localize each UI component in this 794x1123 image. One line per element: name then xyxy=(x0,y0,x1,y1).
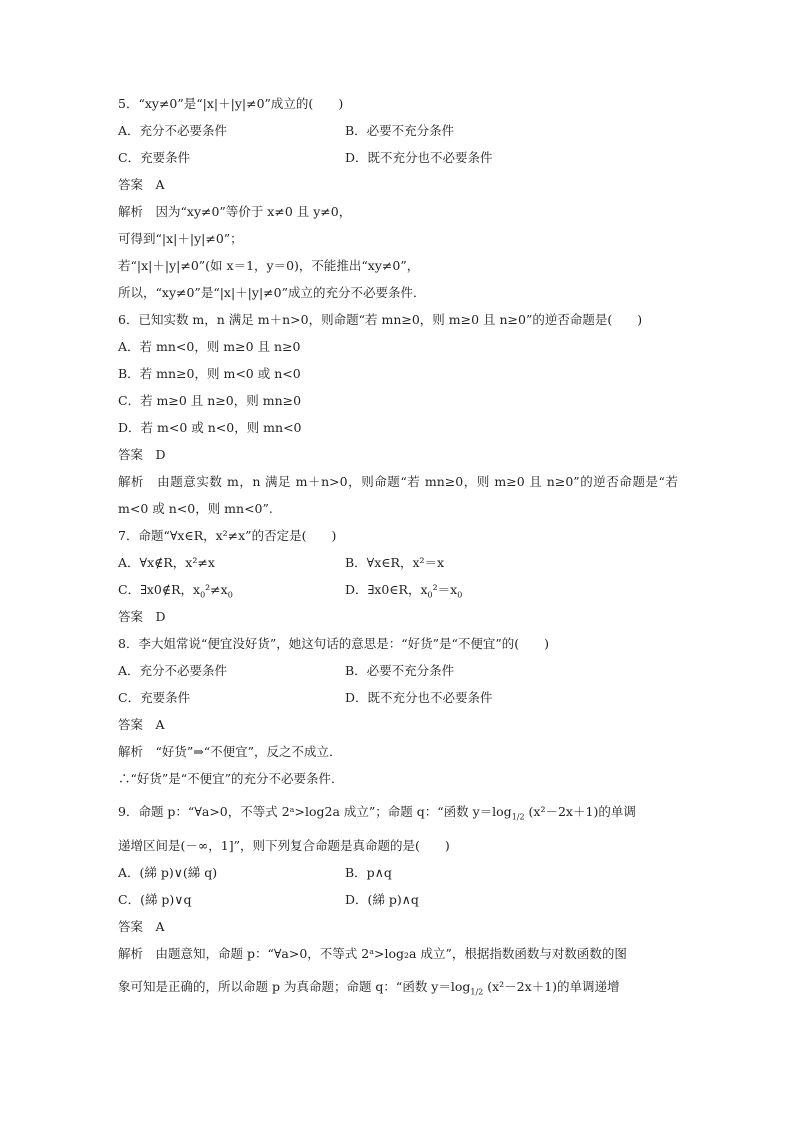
q8-option-a: A．充分不必要条件 xyxy=(118,663,228,678)
q5-options-row-2 xyxy=(118,144,678,171)
q7-option-c-sub2: 0 xyxy=(227,590,233,600)
q7-option-d-sub: 0 xyxy=(427,590,433,600)
q6-option-d: D．若 m<0 或 n<0，则 mn<0 xyxy=(118,420,302,435)
q7-stem: 7．命题“∀x∈R，x²≠x”的否定是( ) xyxy=(118,528,337,543)
q7-option-d-text: D．∃x0∈R，x xyxy=(345,582,428,597)
q5-analysis-line: 若“|x|＋|y|≠0”(如 x＝1，y＝0)，不能推出“xy≠0”， xyxy=(118,258,420,273)
q9-answer: 答案 A xyxy=(118,919,165,934)
q5-answer: 答案 A xyxy=(118,177,165,192)
q8-answer: 答案 A xyxy=(118,717,165,732)
q7-answer: 答案 D xyxy=(118,609,166,624)
q9-option-c: C．(綈 p)∨q xyxy=(118,892,192,907)
q5-option-a: A．充分不必要条件 xyxy=(118,123,228,138)
q9-stem-line-1 xyxy=(118,792,678,832)
q6-analysis: 解析 由题意实数 m，n 满足 m＋n>0，则命题“若 mn≥0，则 m≥0 且 n≥0”的逆否命题是“若 m<0 或 n<0，则 mn<0”. xyxy=(118,474,678,516)
q7-option-c xyxy=(118,576,345,603)
q7-option-c-text2: ²≠x xyxy=(205,582,228,597)
q9-option-a: A．(綈 p)∨(綈 q) xyxy=(118,865,218,880)
q5-analysis-line: 解析 因为“xy≠0”等价于 x≠0 且 y≠0， xyxy=(118,204,352,219)
q9-log-base: 1/2 xyxy=(511,812,525,822)
q9-options-row-1 xyxy=(118,859,678,886)
q9-analysis-line-2 xyxy=(118,967,678,1007)
q5-option-d: D．既不充分也不必要条件 xyxy=(345,150,493,165)
q5-options-row-1 xyxy=(118,117,678,144)
q7-option-b: B．∀x∈R，x²＝x xyxy=(345,555,445,570)
q9-stem-text: 9．命题 p：“∀a>0，不等式 2ᵃ>log2a 成立”；命题 q：“函数 y＝log xyxy=(118,804,512,819)
q8-analysis-line: ∴“好货”是“不便宜”的充分不必要条件． xyxy=(118,771,344,786)
q9-option-d: D．(綈 p)∧q xyxy=(345,892,419,907)
q8-option-d: D．既不充分也不必要条件 xyxy=(345,690,493,705)
q9-stem-text-2: (x²－2x＋1)的单调 xyxy=(528,804,636,819)
q5-analysis-line: 可得到“|x|＋|y|≠0”； xyxy=(118,231,243,246)
document-page xyxy=(118,90,678,1007)
q5-stem: 5．“xy≠0”是“|x|＋|y|≠0”成立的( ) xyxy=(118,96,344,111)
q7-option-c-text: C．∃x0∉R，x xyxy=(118,582,201,597)
q9-options-row-2 xyxy=(118,886,678,913)
q9-analysis-text-2: (x²－2x＋1)的单调递增 xyxy=(487,979,620,994)
q6-answer: 答案 D xyxy=(118,447,166,462)
q5-option-c: C．充要条件 xyxy=(118,150,191,165)
q7-option-d-sub2: 0 xyxy=(457,590,463,600)
q6-stem: 6．已知实数 m，n 满足 m＋n>0，则命题“若 mn≥0，则 m≥0 且 n≥0”的逆否命题是( ) xyxy=(118,312,643,327)
q9-option-b: B．p∧q xyxy=(345,865,392,880)
q8-analysis-line: 解析 “好货”⇒“不便宜”，反之不成立． xyxy=(118,744,342,759)
q9-analysis-text: 象可知是正确的，所以命题 p 为真命题；命题 q：“函数 y＝log xyxy=(118,979,471,994)
q5-analysis-line: 所以，“xy≠0”是“|x|＋|y|≠0”成立的充分不必要条件． xyxy=(118,285,426,300)
q6-option-c: C．若 m≥0 且 n≥0，则 mn≥0 xyxy=(118,393,302,408)
q7-option-c-sub: 0 xyxy=(200,590,206,600)
q8-stem: 8．李大姐常说“便宜没好货”，她这句话的意思是：“好货”是“不便宜”的( ) xyxy=(118,636,550,651)
q5-option-b: B．必要不充分条件 xyxy=(345,123,455,138)
q7-option-a: A．∀x∉R，x²≠x xyxy=(118,555,215,570)
q6-option-a: A．若 mn<0，则 m≥0 且 n≥0 xyxy=(118,339,301,354)
q7-option-d xyxy=(345,576,678,603)
q7-options-row-1 xyxy=(118,549,678,576)
q9-stem-line-2: 递增区间是(－∞，1]”，则下列复合命题是真命题的是( ) xyxy=(118,838,450,853)
q7-option-d-text2: ²＝x xyxy=(432,582,458,597)
q9-analysis-log-base: 1/2 xyxy=(470,987,484,997)
q7-options-row-2 xyxy=(118,576,678,603)
q8-options-row-2 xyxy=(118,684,678,711)
q6-option-b: B．若 mn≥0，则 m<0 或 n<0 xyxy=(118,366,301,381)
q8-option-c: C．充要条件 xyxy=(118,690,191,705)
q8-option-b: B．必要不充分条件 xyxy=(345,663,455,678)
q8-options-row-1 xyxy=(118,657,678,684)
q9-analysis-line-1: 解析 由题意知，命题 p：“∀a>0，不等式 2ᵃ>log₂a 成立”，根据指数函数与对数函数的图 xyxy=(118,946,627,961)
